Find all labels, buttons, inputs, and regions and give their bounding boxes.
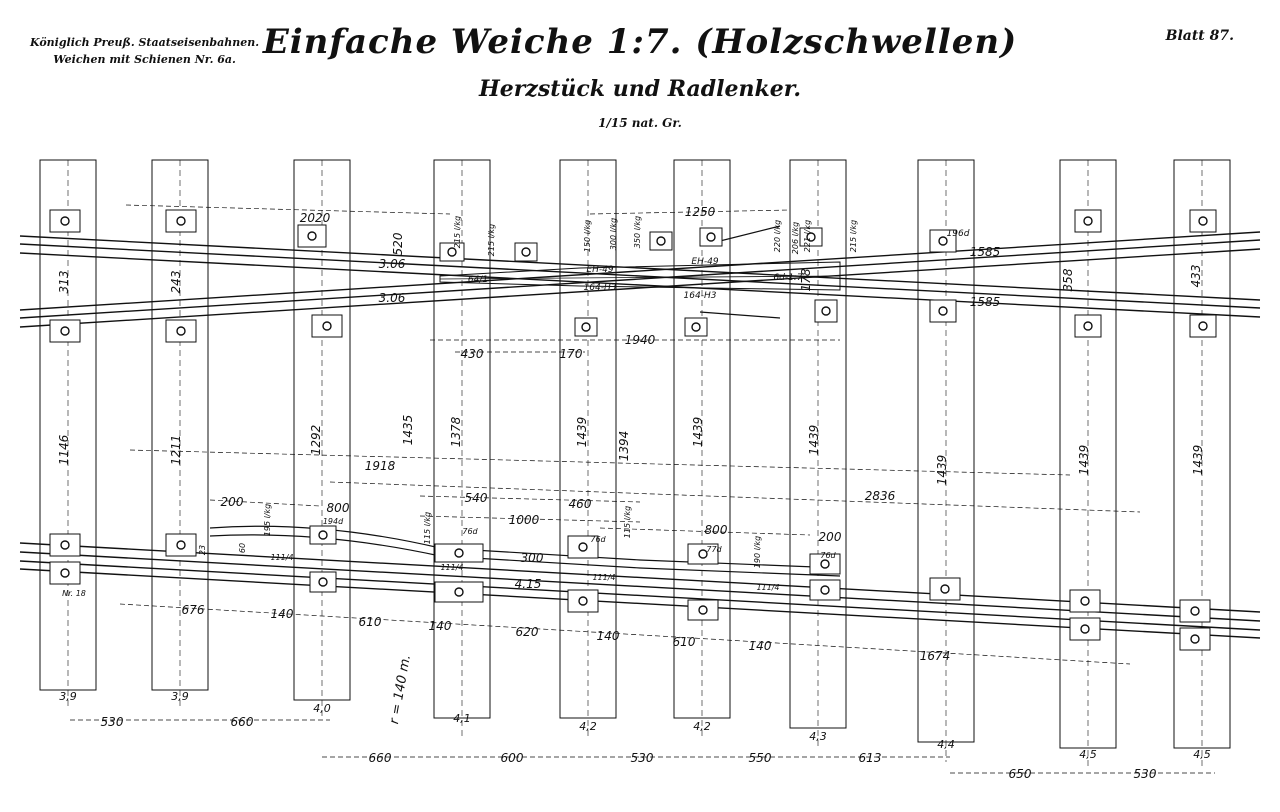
bolt-11 — [657, 237, 665, 245]
frog-part-3: 164-H3 — [583, 283, 617, 293]
sleeper-num-1: 3,9 — [59, 690, 77, 703]
frog-part-1: EH-49 — [586, 265, 614, 275]
sheet-number: Blatt 87. — [1165, 28, 1234, 44]
weight-5: 350 l/kg — [633, 215, 642, 249]
railway-name: Königlich Preuß. Staatseisenbahnen. — [30, 36, 260, 49]
bolt-1 — [61, 217, 69, 225]
gauge-12: 1439 — [1191, 444, 1205, 476]
drawing-subtitle: Herzstück und Radlenker. — [479, 76, 801, 102]
guard-part-5: 115 l/kg — [423, 511, 432, 545]
rail-type: Weichen mit Schienen Nr. 6a. — [53, 53, 236, 66]
bolt-32 — [821, 560, 829, 568]
bolt-19 — [1199, 217, 1207, 225]
guard-dim-3: 200 — [220, 495, 244, 509]
frog-part-4: 164-H3 — [683, 291, 717, 301]
bolt-10 — [692, 323, 700, 331]
guard-part-9: 115 l/kg — [623, 505, 632, 539]
guard-dim-10: 300 — [520, 551, 544, 565]
frog-dim-10: 358 — [1061, 268, 1075, 292]
frog-part-6: 6d-1:7 — [773, 273, 803, 283]
weight-9: 215 l/kg — [849, 219, 858, 253]
weight-7: 206 l/kg — [791, 221, 800, 255]
guard-dim-6: 460 — [568, 497, 592, 511]
frog-dim-5: 3.06 — [378, 291, 406, 305]
guard-part-16: 23 — [198, 544, 207, 556]
bolt-24 — [319, 531, 327, 539]
bolt-27 — [455, 588, 463, 596]
bolt-37 — [1191, 607, 1199, 615]
weight-3: 150 l/kg — [583, 219, 592, 253]
frog-part-7: 196d — [946, 229, 970, 239]
sleeper-num-5: 4,2 — [579, 720, 597, 733]
guard-part-1: 195 l/kg — [263, 503, 272, 537]
frog-dim-6: 1585 — [969, 245, 1001, 259]
frog-dim-13: 430 — [460, 347, 484, 361]
frog-dim-1: 2020 — [299, 211, 331, 225]
frog-dim-9: 243 — [169, 270, 183, 294]
sleepers — [40, 160, 1230, 768]
guard-part-14: Nr. 18 — [62, 589, 86, 598]
weight-2: 215 l/kg — [487, 223, 496, 257]
bolt-16 — [939, 307, 947, 315]
frog-dim-14: 170 — [559, 347, 583, 361]
sleeper-spacing-b-3: 530 — [630, 751, 654, 765]
spacing-5: 620 — [515, 625, 539, 639]
gauge-1: 1146 — [57, 434, 71, 466]
frog-dim-3: 520 — [391, 232, 405, 256]
sleeper-spacing-a-2: 660 — [230, 715, 254, 729]
radius-label-1: r = 140 m. — [387, 653, 415, 726]
gauge-11: 1439 — [1077, 444, 1091, 476]
spacing-6: 140 — [596, 629, 620, 643]
guard-dim-5: 540 — [464, 491, 488, 505]
sleeper-num-7: 4,3 — [809, 730, 827, 743]
bolt-29 — [579, 597, 587, 605]
sleeper-spacing-c-2: 530 — [1133, 767, 1157, 781]
guard-part-12: 111/4 — [756, 583, 780, 592]
bolt-25 — [319, 578, 327, 586]
bolt-17 — [1084, 217, 1092, 225]
gauge-8: 1439 — [691, 416, 705, 448]
bolt-33 — [821, 586, 829, 594]
guard-part-6: 76d — [462, 527, 478, 536]
gauge-3: 1292 — [309, 424, 323, 456]
bolt-18 — [1084, 322, 1092, 330]
sleeper-num-2: 3,9 — [171, 690, 189, 703]
frog-part-5: 64/1 — [467, 275, 489, 285]
spacing-2: 140 — [270, 607, 294, 621]
bolt-35 — [1081, 597, 1089, 605]
bolt-6 — [323, 322, 331, 330]
bolt-38 — [1191, 635, 1199, 643]
guard-part-3: 111/4 — [270, 553, 294, 562]
bolt-9 — [582, 323, 590, 331]
sleeper-num-4: 4,1 — [453, 712, 471, 725]
guard-dim-4: 800 — [326, 501, 350, 515]
frog-dim-11: 433 — [1189, 264, 1203, 288]
bolt-2 — [177, 217, 185, 225]
drawing-scale: 1/15 nat. Gr. — [598, 116, 682, 130]
sleeper-spacing-b-5: 613 — [858, 751, 882, 765]
spacing-4: 140 — [428, 619, 452, 633]
guard-dim-8: 800 — [704, 523, 728, 537]
sleeper-spacing-b-4: 550 — [748, 751, 772, 765]
sleeper-num-6: 4,2 — [693, 720, 711, 733]
spacing-8: 140 — [748, 639, 772, 653]
frog-part-2: EH-49 — [691, 257, 719, 267]
guard-part-13: 76d — [820, 551, 836, 560]
gauge-2: 1211 — [169, 434, 183, 466]
bolt-31 — [699, 606, 707, 614]
guard-part-15: 60 — [238, 542, 247, 554]
weight-1: 215 l/kg — [453, 215, 462, 249]
guard-part-11: 190 l/kg — [753, 535, 762, 569]
dimension-lines — [70, 205, 1215, 773]
sleeper-spacing-b-1: 660 — [368, 751, 392, 765]
frog-dim-12: 178 — [799, 268, 813, 292]
spacing-9: 1674 — [919, 649, 951, 663]
guard-part-8: 76d — [590, 535, 606, 544]
guard-part-7: 111/4 — [592, 573, 616, 582]
sleeper-spacing-a-1: 530 — [100, 715, 124, 729]
guard-dim-1: 1918 — [364, 459, 396, 473]
bolt-8 — [522, 248, 530, 256]
sleeper-num-3: 4,0 — [313, 702, 331, 715]
frog-dim-15: 1940 — [624, 333, 656, 347]
drawing-title: Einfache Weiche 1:7. (Holzschwellen) — [262, 22, 1018, 62]
spacing-3: 610 — [358, 615, 382, 629]
frog-dim-8: 313 — [57, 270, 71, 294]
bolt-3 — [61, 327, 69, 335]
weight-4: 300 l/kg — [609, 217, 618, 251]
bolt-22 — [177, 541, 185, 549]
frog-dim-4: 3.06 — [378, 257, 406, 271]
spacing-7: 610 — [672, 635, 696, 649]
bolt-26 — [455, 549, 463, 557]
frog-dim-7: 1585 — [969, 295, 1001, 309]
bolt-23 — [61, 569, 69, 577]
guard-dim-11: 4.15 — [514, 577, 542, 591]
frog-dim-2: 1250 — [684, 205, 716, 219]
gauge-9: 1439 — [807, 424, 821, 456]
sleeper-num-10: 4,5 — [1193, 748, 1211, 761]
sleeper-num-9: 4,5 — [1079, 748, 1097, 761]
gauge-6: 1439 — [575, 416, 589, 448]
bolt-12 — [707, 233, 715, 241]
bolt-14 — [822, 307, 830, 315]
gauge-5: 1378 — [449, 416, 463, 448]
sleeper-spacing-b-2: 600 — [500, 751, 524, 765]
guard-part-10: 77d — [706, 545, 722, 554]
guard-dim-9: 200 — [818, 530, 842, 544]
guard-part-4: 111/4 — [440, 563, 464, 572]
bolt-34 — [941, 585, 949, 593]
bolt-5 — [308, 232, 316, 240]
guard-part-2: 194d — [322, 517, 344, 526]
bolt-21 — [61, 541, 69, 549]
gauge-10: 1439 — [935, 454, 949, 486]
gauge-4: 1435 — [401, 414, 415, 446]
weight-6: 220 l/kg — [773, 219, 782, 253]
bolt-28 — [579, 543, 587, 551]
bolt-20 — [1199, 322, 1207, 330]
weight-8: 221 l/kg — [803, 219, 812, 253]
guard-dim-7: 1000 — [508, 513, 540, 527]
bolt-36 — [1081, 625, 1089, 633]
gauge-7: 1394 — [617, 430, 631, 462]
sleeper-num-8: 4,4 — [937, 738, 955, 751]
sleeper-spacing-c-1: 650 — [1008, 767, 1032, 781]
bolt-4 — [177, 327, 185, 335]
spacing-1: 676 — [181, 603, 205, 617]
guard-dim-2: 2836 — [864, 489, 896, 503]
